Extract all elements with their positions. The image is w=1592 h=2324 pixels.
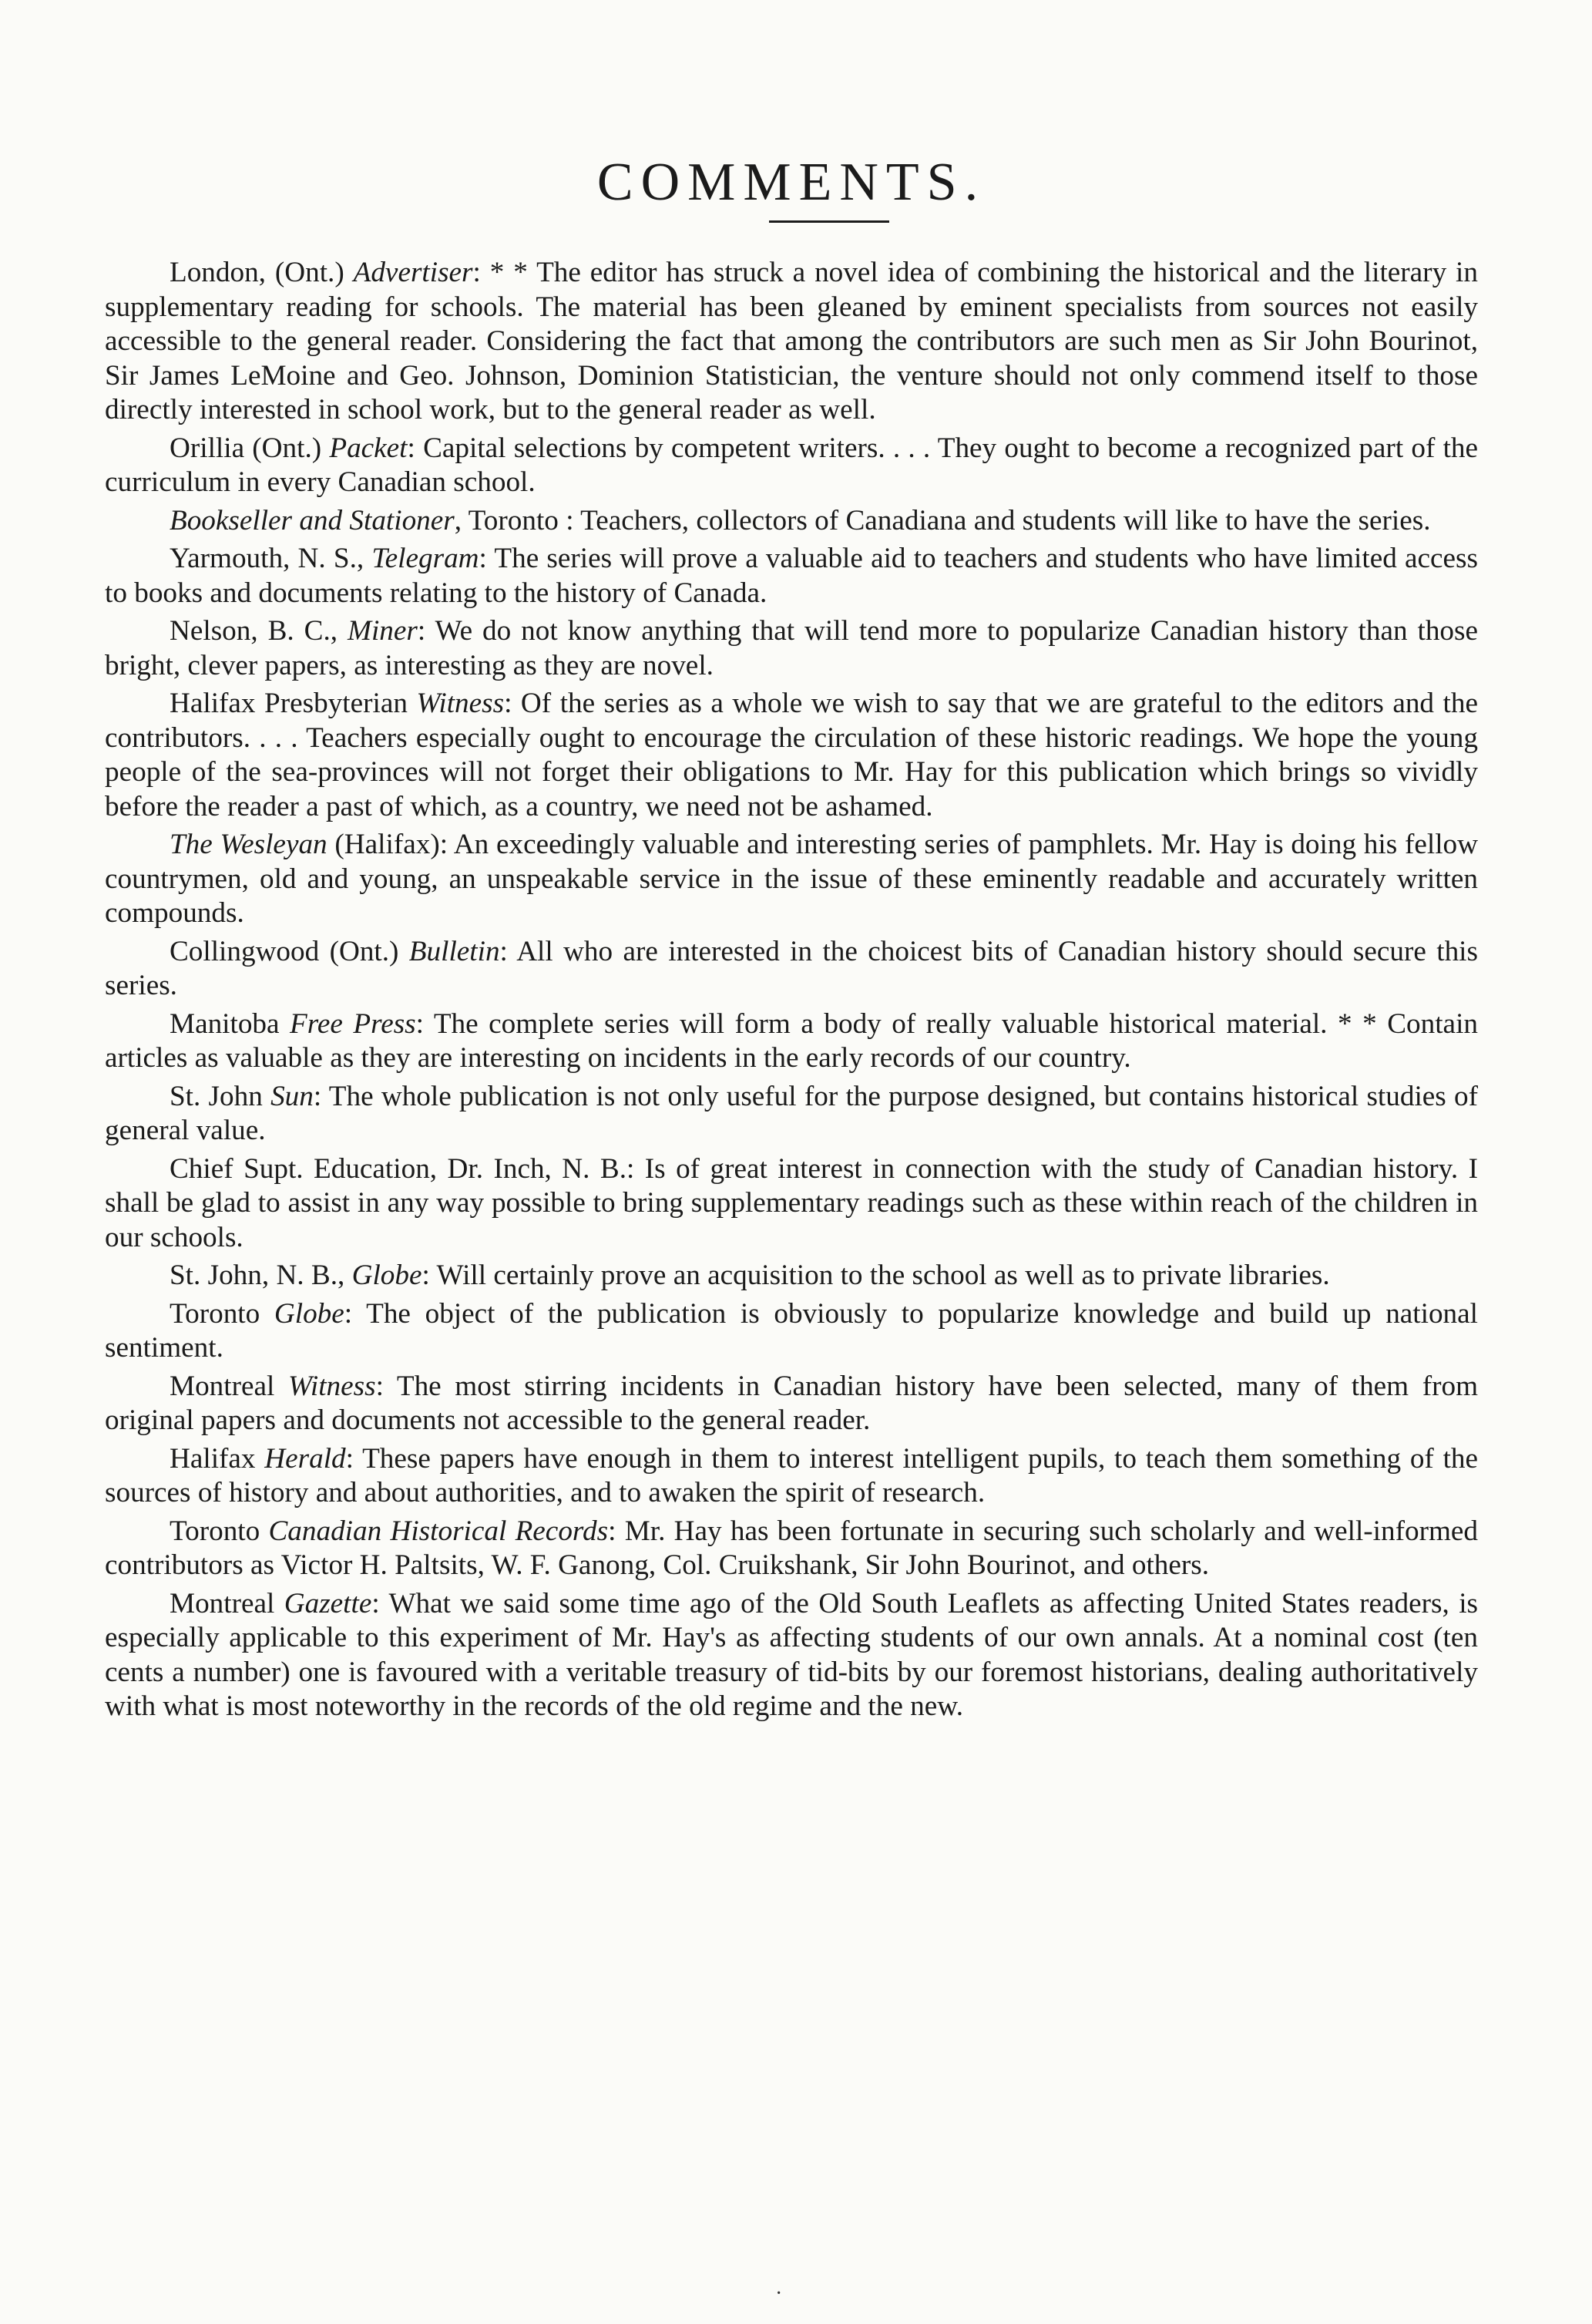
comment-source: Nelson, B. C., <box>170 615 348 647</box>
comment-entry <box>105 1152 1478 1256</box>
comment-publication: Packet <box>329 432 408 464</box>
comment-source: Toronto <box>170 1297 274 1330</box>
comment-source: Halifax <box>170 1442 265 1475</box>
comment-source: London, (Ont.) <box>170 257 354 288</box>
comment-source: Manitoba <box>170 1007 291 1040</box>
comment-text: : What we said some time ago of the Old South Leaflets as affecting United States readers, is especially applicable to this experiment of Mr. Hay's as affecting students of our own annals. At a nominal cost (ten cents a number) one is favoured with a veritable treasury of tid-bits by our foremost historians, dealing authoritatively with what is most noteworthy in the records of the old regime and the new. <box>105 1587 1478 1722</box>
comment-entry <box>105 614 1478 683</box>
comment-text: : The whole publication is not only useful for the purpose designed, but contains historical studies of general value. <box>105 1080 1478 1146</box>
comment-publication: Canadian Historical Records <box>268 1515 609 1547</box>
comment-entry <box>105 1442 1478 1511</box>
comment-text: : These papers have enough in them to interest intelligent pupils, to teach them something of the sources of history and about authorities, and to awaken the spirit of research. <box>105 1442 1478 1508</box>
comment-text: : The complete series will form a body of really valuable historical material. * * Contain articles as valuable as they are interesting on incidents in the early records of our country. <box>105 1007 1478 1074</box>
comment-entry <box>105 687 1478 824</box>
comment-publication: Herald <box>264 1442 346 1475</box>
comment-publication: Gazette <box>284 1587 372 1619</box>
page-title: COMMENTS. <box>596 152 986 212</box>
comment-entry <box>105 1007 1478 1076</box>
comment-publication: Sun <box>270 1080 314 1112</box>
comment-entry <box>105 1515 1478 1583</box>
comment-source: Collingwood (Ont.) <box>170 935 409 967</box>
comment-publication: The Wesleyan <box>170 829 327 860</box>
comment-text: : Will certainly prove an acquisition to the school as well as to private libraries. <box>422 1260 1330 1291</box>
document-page <box>105 0 1478 2324</box>
comment-text: (Halifax): An exceedingly valuable and interesting series of pamphlets. Mr. Hay is doing his fellow countrymen, old and young, an unspeakable service in the issue of these eminently readable and accurately written compounds. <box>105 829 1478 929</box>
comment-publication: Globe <box>274 1297 344 1330</box>
print-speck: · <box>775 2282 783 2306</box>
comment-source: St. John <box>170 1080 271 1112</box>
comment-text: : Capital selections by competent writers. . . . They ought to become a recognized part of the curriculum in every Canadian school. <box>105 432 1478 498</box>
comment-source: Montreal <box>170 1587 284 1619</box>
comment-source: St. John, N. B., <box>170 1260 352 1291</box>
comment-text: , Toronto : Teachers, collectors of Canadiana and students will like to have the series. <box>454 504 1431 536</box>
comment-entry <box>105 432 1478 500</box>
comment-source: Chief Supt. Education, Dr. Inch, N. B. <box>170 1152 626 1185</box>
comment-publication: Free Press <box>290 1007 416 1040</box>
comment-publication: Witness <box>287 1370 376 1402</box>
comment-publication: Bookseller and Stationer <box>170 504 455 536</box>
comment-text: : The most stirring incidents in Canadian history have been selected, many of them from original papers and documents not accessible to the general reader. <box>105 1370 1479 1436</box>
title-rule <box>769 220 889 223</box>
comment-publication: Telegram <box>371 543 479 574</box>
comment-entry <box>105 1080 1478 1149</box>
comment-text: : We do not know anything that will tend more to popularize Canadian history than those bright, clever papers, as interesting as they are novel. <box>105 615 1478 681</box>
comment-publication: Miner <box>347 615 418 647</box>
comment-publication: Witness <box>416 688 505 719</box>
comment-text: : Is of great interest in connection with the study of Canadian history. I shall be glad to assist in any way possible to bring supplementary readings such as these within reach of the children in our schools. <box>105 1152 1478 1253</box>
comment-text: : The series will prove a valuable aid to teachers and students who have limited access to books and documents relating to the history of Canada. <box>105 543 1478 609</box>
comment-source: Orillia (Ont.) <box>170 432 330 464</box>
comment-source: Toronto <box>170 1515 269 1547</box>
comment-source: Halifax Presbyterian <box>170 688 417 719</box>
comment-entry <box>105 1370 1478 1438</box>
comment-entry <box>105 504 1478 539</box>
comment-publication: Bulletin <box>408 935 500 967</box>
comment-text: : The object of the publication is obviously to popularize knowledge and build up national sentiment. <box>105 1297 1478 1364</box>
comment-entry <box>105 828 1478 931</box>
comment-publication: Globe <box>351 1260 422 1291</box>
comments-list <box>105 256 1478 1728</box>
comment-entry <box>105 1259 1478 1293</box>
comment-text: : * * The editor has struck a novel idea of combining the historical and the literary in supplementary reading for schools. The material has been gleaned by eminent specialists from sources not easily accessible to the general reader. Considering the fact that among the contributors are such men as Sir John Bourinot, Sir James LeMoine and Geo. Johnson, Dominion Statistician, the venture should not only commend itself to those directly interested in school work, but to the general reader as well. <box>105 257 1478 425</box>
comment-text: : All who are interested in the choicest bits of Canadian history should secure this series. <box>105 935 1478 1001</box>
comment-entry <box>105 542 1478 610</box>
comment-source: Montreal <box>170 1370 288 1402</box>
comment-text: : Mr. Hay has been fortunate in securing such scholarly and well-informed contributors as Victor H. Paltsits, W. F. Ganong, Col. Cruikshank, Sir John Bourinot, and others. <box>105 1515 1478 1581</box>
comment-text: : Of the series as a whole we wish to say that we are grateful to the editors and the contributors. . . . Teachers especially ought to encourage the circulation of these historic readings. We hope the young people of the sea-provinces will not forget their obligations to Mr. Hay for this publication which brings so vividly before the reader a past of which, as a country, we need not be ashamed. <box>105 688 1478 822</box>
comment-entry <box>105 256 1478 428</box>
comment-publication: Advertiser <box>353 257 473 288</box>
comment-entry <box>105 1587 1478 1724</box>
comment-entry <box>105 1297 1478 1366</box>
comment-source: Yarmouth, N. S., <box>170 543 372 574</box>
comment-entry <box>105 935 1478 1004</box>
